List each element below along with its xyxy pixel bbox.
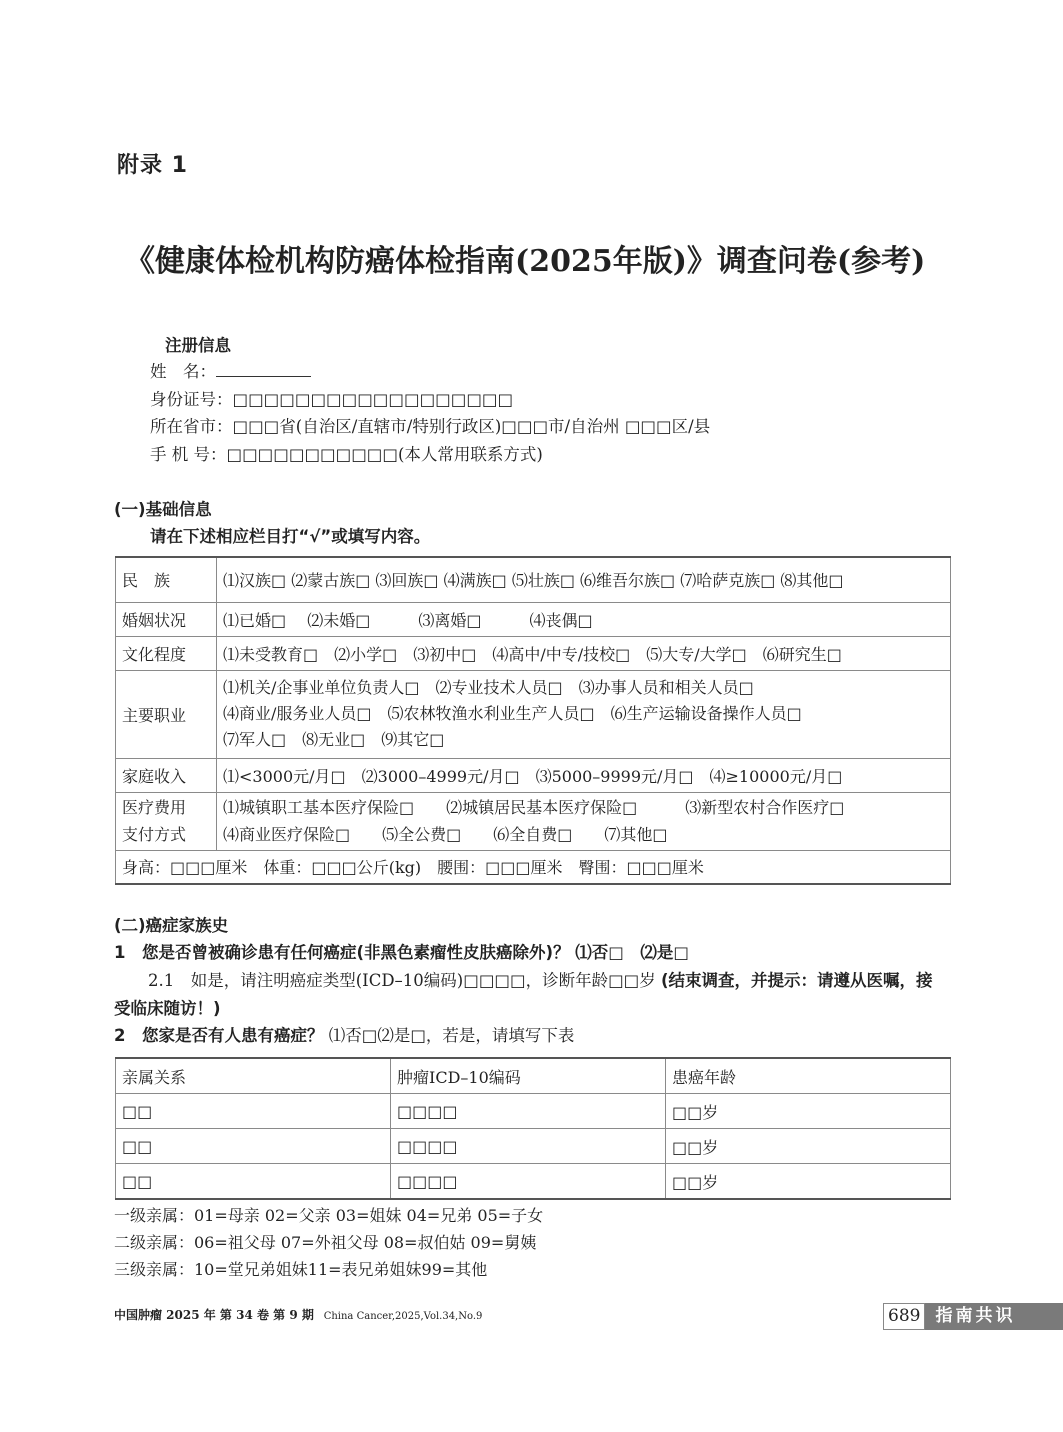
- education-options[interactable]: ⑴未受教育□ ⑵小学□ ⑶初中□ ⑷高中/中专/技校□ ⑸大专/大学□ ⑹研究生□: [217, 636, 951, 670]
- basic-info-table: [115, 556, 951, 885]
- payment-options[interactable]: [217, 792, 951, 850]
- row-label: 主要职业: [116, 670, 217, 758]
- marital-options[interactable]: ⑴已婚□ ⑵未婚□ ⑶离婚□ ⑷丧偶□: [217, 602, 951, 636]
- journal-info: [114, 1306, 482, 1323]
- appendix-label: 附录 1: [117, 153, 188, 178]
- icd-code-cell[interactable]: □□□□: [391, 1129, 666, 1164]
- question-2[interactable]: [114, 1022, 574, 1046]
- occupation-options[interactable]: [217, 670, 951, 758]
- page-title: 《健康体检机构防癌体检指南(2025年版)》调查问卷(参考): [125, 244, 926, 279]
- row-label: 婚姻状况: [116, 602, 217, 636]
- relation-cell[interactable]: □□: [116, 1094, 391, 1129]
- question-2-1[interactable]: [148, 967, 933, 991]
- journal-name-en: China Cancer,2025,Vol.34,No.9: [323, 1311, 483, 1322]
- phone-field[interactable]: 手 机 号：□□□□□□□□□□□(本人常用联系方式): [150, 445, 543, 464]
- occupation-line[interactable]: ⑴机关/企事业单位负责人□ ⑵专业技术人员□ ⑶办事人员和相关人员□: [223, 678, 754, 697]
- ethnicity-options[interactable]: ⑴汉族□ ⑵蒙古族□ ⑶回族□ ⑷满族□ ⑸壮族□ ⑹维吾尔族□ ⑺哈萨克族□ ⑻其他□: [217, 557, 951, 602]
- question-2-options[interactable]: ⑴否□⑵是□，若是，请填写下表: [323, 1026, 575, 1045]
- row-label-line: 医疗费用: [122, 798, 187, 817]
- header-relation: 亲属关系: [116, 1058, 391, 1094]
- table-row-income: [116, 758, 951, 792]
- table-row: [116, 1129, 951, 1164]
- section2-heading: (二)癌症家族史: [114, 916, 229, 935]
- row-label: 民 族: [116, 557, 217, 602]
- section1-instruction: 请在下述相应栏目打“√”或填写内容。: [150, 527, 431, 546]
- table-row-marital: [116, 602, 951, 636]
- question-2-text: 2 您家是否有人患有癌症？: [114, 1026, 324, 1045]
- page-number: 689: [883, 1303, 925, 1330]
- name-field[interactable]: [150, 358, 311, 382]
- family-history-table: [115, 1057, 951, 1200]
- legend-third-degree: 三级亲属：10=堂兄弟姐妹11=表兄弟姐妹99=其他: [114, 1260, 488, 1279]
- question-2-1-text[interactable]: 2.1 如是，请注明癌症类型(ICD–10编码)□□□□，诊断年龄□□岁: [148, 971, 662, 990]
- relation-cell[interactable]: □□: [116, 1164, 391, 1200]
- icd-code-cell[interactable]: □□□□: [391, 1164, 666, 1200]
- question-2-1-note-cont: 受临床随访！): [114, 999, 221, 1018]
- name-label: 姓 名：: [150, 362, 216, 381]
- table-row: [116, 1094, 951, 1129]
- table-row-measurements: [116, 850, 951, 884]
- income-options[interactable]: ⑴<3000元/月□ ⑵3000–4999元/月□ ⑶5000–9999元/月□ ⑷≥10000元/月□: [217, 758, 951, 792]
- table-row-education: [116, 636, 951, 670]
- row-label-line: 支付方式: [122, 825, 187, 844]
- header-age: 患癌年龄: [666, 1058, 951, 1094]
- registration-heading: 注册信息: [165, 336, 231, 355]
- journal-name: 中国肿瘤 2025 年 第 34 卷 第 9 期: [114, 1308, 314, 1322]
- age-cell[interactable]: □□岁: [666, 1164, 951, 1200]
- legend-first-degree: 一级亲属：01=母亲 02=父亲 03=姐妹 04=兄弟 05=子女: [114, 1206, 544, 1225]
- legend-second-degree: 二级亲属：06=祖父母 07=外祖父母 08=叔伯姑 09=舅姨: [114, 1233, 537, 1252]
- relation-cell[interactable]: □□: [116, 1129, 391, 1164]
- table-header-row: [116, 1058, 951, 1094]
- page-badge: [883, 1303, 1063, 1330]
- icd-code-cell[interactable]: □□□□: [391, 1094, 666, 1129]
- table-row-ethnicity: [116, 557, 951, 602]
- table-row: [116, 1164, 951, 1200]
- name-underline[interactable]: [216, 362, 311, 377]
- occupation-line[interactable]: ⑺军人□ ⑻无业□ ⑼其它□: [223, 730, 445, 749]
- table-row-payment: [116, 792, 951, 850]
- occupation-line[interactable]: ⑷商业/服务业人员□ ⑸农林牧渔水利业生产人员□ ⑹生产运输设备操作人员□: [223, 704, 802, 723]
- row-label: 文化程度: [116, 636, 217, 670]
- location-field[interactable]: 所在省市：□□□省(自治区/直辖市/特别行政区)□□□市/自治州 □□□区/县: [150, 417, 711, 436]
- age-cell[interactable]: □□岁: [666, 1129, 951, 1164]
- section1-heading: (一)基础信息: [114, 500, 212, 519]
- header-icd-code: 肿瘤ICD–10编码: [391, 1058, 666, 1094]
- measurements-fields[interactable]: 身高：□□□厘米 体重：□□□公斤(kg) 腰围：□□□厘米 臀围：□□□厘米: [116, 850, 951, 884]
- row-label: 家庭收入: [116, 758, 217, 792]
- row-label: [116, 792, 217, 850]
- section-label: 指南共识: [925, 1303, 1063, 1330]
- question-2-1-note: (结束调查，并提示：请遵从医嘱，接: [661, 971, 933, 990]
- payment-line[interactable]: ⑴城镇职工基本医疗保险□ ⑵城镇居民基本医疗保险□ ⑶新型农村合作医疗□: [223, 798, 845, 817]
- id-number-field[interactable]: 身份证号：□□□□□□□□□□□□□□□□□□: [150, 390, 514, 409]
- age-cell[interactable]: □□岁: [666, 1094, 951, 1129]
- payment-line[interactable]: ⑷商业医疗保险□ ⑸全公费□ ⑹全自费□ ⑺其他□: [223, 825, 668, 844]
- table-row-occupation: [116, 670, 951, 758]
- question-1[interactable]: 1 您是否曾被确诊患有任何癌症(非黑色素瘤性皮肤癌除外)？ ⑴否□ ⑵是□: [114, 943, 689, 962]
